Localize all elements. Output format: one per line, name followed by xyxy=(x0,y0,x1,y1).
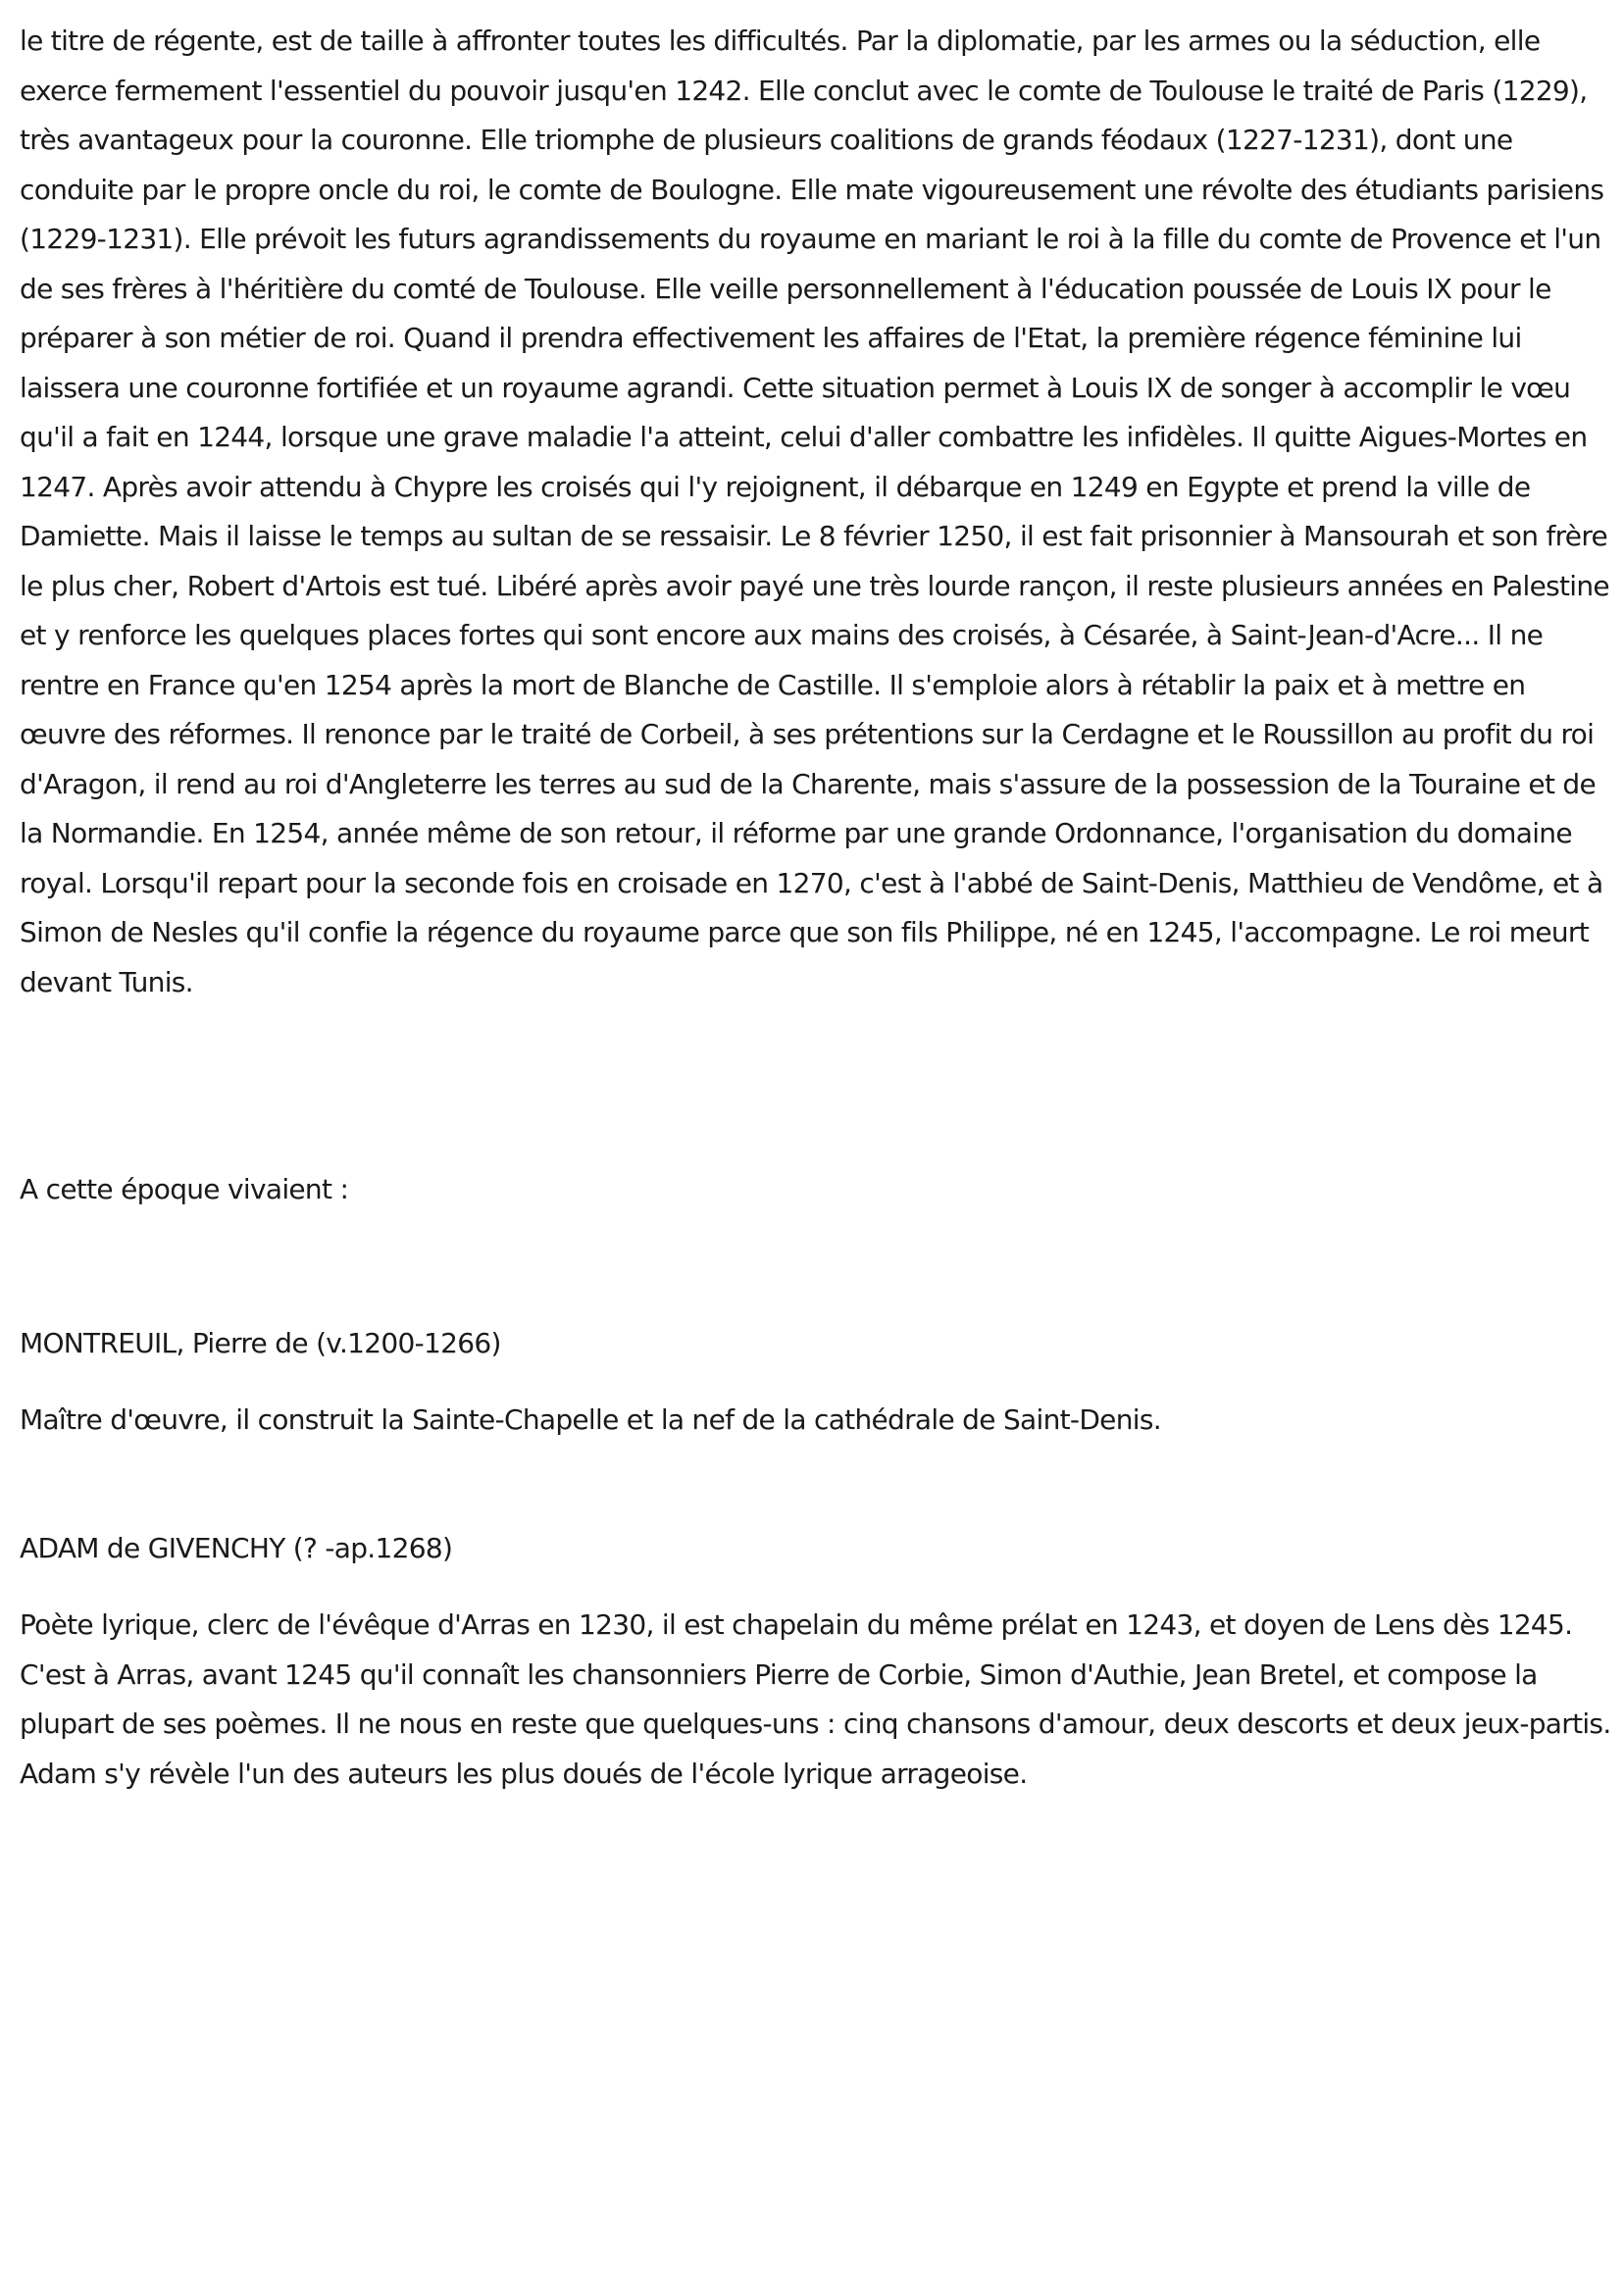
epoch-heading: A cette époque vivaient : xyxy=(20,1173,349,1205)
entry-heading-givenchy: ADAM de GIVENCHY (? -ap.1268) xyxy=(20,1531,453,1564)
document-page xyxy=(20,17,1613,1799)
main-paragraph: le titre de régente, est de taille à affronter toutes les difficultés. Par la diplomatie, par les armes ou la séduction, elle exerce fermement l'essentiel du pouvoir jusqu'en 1242. Elle conclut avec le comte de Toulouse le traité de Paris (1229), très avantageux pour la couronne. Elle triomphe de plusieurs coalitions de grands féodaux (1227-1231), dont une conduite par le propre oncle du roi, le comte de Boulogne. Elle mate vigoureusement une révolte des étudiants parisiens (1229-1231). Elle prévoit les futurs agrandissements du royaume en mariant le roi à la fille du comte de Provence et l'un de ses frères à l'héritière du comté de Toulouse. Elle veille personnellement à l'éducation poussée de Louis IX pour le préparer à son métier de roi. Quand il prendra effectivement les affaires de l'Etat, la première régence féminine lui laissera une couronne fortifiée et un royaume agrandi. Cette situation permet à Louis IX de songer à accomplir le vœu qu'il a fait en 1244, lorsque une grave maladie l'a atteint, celui d'aller combattre les infidèles. Il quitte Aigues-Mortes en 1247. Après avoir attendu à Chypre les croisés qui l'y rejoignent, il débarque en 1249 en Egypte et prend la ville de Damiette. Mais il laisse le temps au sultan de se ressaisir. Le 8 février 1250, il est fait prisonnier à Mansourah et son frère le plus cher, Robert d'Artois est tué. Libéré après avoir payé une très lourde rançon, il reste plusieurs années en Palestine et y renforce les quelques places fortes qui sont encore aux mains des croisés, à Césarée, à Saint-Jean-d'Acre... Il ne rentre en France qu'en 1254 après la mort de Blanche de Castille. Il s'emploie alors à rétablir la paix et à mettre en œuvre des réformes. Il renonce par le traité de Corbeil, à ses prétentions sur la Cerdagne et le Roussillon au profit du roi d'Aragon, il rend au roi d'Angleterre les terres au sud de la Charente, mais s'assure de la possession de la Touraine et de la Normandie. En 1254, année même de son retour, il réforme par une grande Ordonnance, l'organisation du domaine royal. Lorsqu'il repart pour la seconde fois en croisade en 1270, c'est à l'abbé de Saint-Denis, Matthieu de Vendôme, et à Simon de Nesles qu'il confie la régence du royaume parce que son fils Philippe, né en 1245, l'accompagne. Le roi meurt devant Tunis. xyxy=(20,25,1609,998)
entry-text-givenchy: Poète lyrique, clerc de l'évêque d'Arras en 1230, il est chapelain du même prélat en 1243, et doyen de Lens dès 1245. C'est à Arras, avant 1245 qu'il connaît les chansonniers Pierre de Corbie, Simon d'Authie, Jean Bretel, et compose la plupart de ses poèmes. Il ne nous en reste que quelques-uns : cinq chansons d'amour, deux descorts et deux jeux-partis. Adam s'y révèle l'un des auteurs les plus doués de l'école lyrique arrageoise. xyxy=(20,1608,1611,1790)
entry-text-montreuil: Maître d'œuvre, il construit la Sainte-Chapelle et la nef de la cathédrale de Saint-Denis. xyxy=(20,1403,1161,1436)
entry-heading-montreuil: MONTREUIL, Pierre de (v.1200-1266) xyxy=(20,1326,501,1359)
